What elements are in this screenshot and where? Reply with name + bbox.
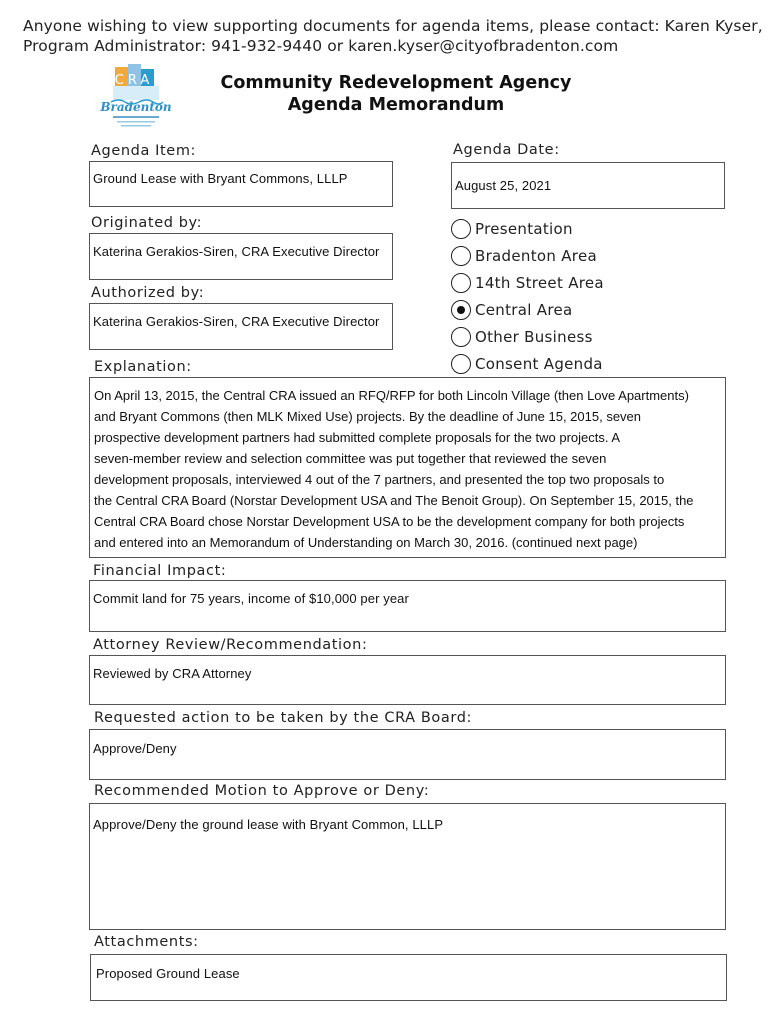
explanation-line: and Bryant Commons (then MLK Mixed Use) projects. By the deadline of June 15, 2015, seven: [94, 409, 642, 424]
explanation-line: Central CRA Board chose Norstar Development USA to be the development company for both projects: [94, 514, 685, 529]
radio-label-central-area: Central Area: [475, 301, 573, 319]
authorized-by-field[interactable]: [89, 303, 393, 350]
authorized-by-label: Authorized by:: [91, 285, 205, 301]
explanation-line: seven-member review and selection committee was put together that reviewed the seven: [94, 451, 607, 466]
recommended-motion-value: Approve/Deny the ground lease with Bryant Common, LLLP: [93, 817, 444, 832]
radio-label-consent-agenda: Consent Agenda: [475, 355, 603, 373]
explanation-line: and entered into an Memorandum of Understanding on March 30, 2016. (continued next page): [94, 535, 638, 550]
radio-other-business[interactable]: [451, 325, 593, 349]
authorized-by-value: Katerina Gerakios-Siren, CRA Executive Director: [93, 314, 380, 329]
radio-button[interactable]: [451, 273, 471, 293]
title-line-1: Community Redevelopment Agency: [220, 73, 572, 93]
attachments-field[interactable]: [90, 954, 727, 1001]
contact-line-2: Program Administrator: 941-932-9440 or karen.kyser@cityofbradenton.com: [23, 37, 619, 55]
financial-impact-value: Commit land for 75 years, income of $10,000 per year: [93, 591, 409, 606]
requested-action-label: Requested action to be taken by the CRA Board:: [94, 710, 472, 726]
logo-wordmark: Bradenton: [100, 100, 172, 114]
agenda-item-value: Ground Lease with Bryant Commons, LLLP: [93, 171, 348, 186]
radio-label-14th-street-area: 14th Street Area: [475, 274, 604, 292]
attorney-review-label: Attorney Review/Recommendation:: [93, 637, 368, 653]
radio-label-other-business: Other Business: [475, 328, 593, 346]
originated-by-value: Katerina Gerakios-Siren, CRA Executive Director: [93, 244, 380, 259]
requested-action-value: Approve/Deny: [93, 741, 177, 756]
contact-notice: [23, 16, 763, 56]
radio-button-checked[interactable]: [451, 300, 471, 320]
attachments-value: Proposed Ground Lease: [96, 966, 240, 981]
agenda-item-label: Agenda Item:: [91, 143, 197, 159]
requested-action-field[interactable]: [89, 729, 726, 780]
radio-central-area[interactable]: [451, 298, 573, 322]
explanation-text: [90, 378, 725, 553]
contact-line-1: Anyone wishing to view supporting documents for agenda items, please contact: Karen Kyser,: [23, 17, 763, 35]
explanation-line: the Central CRA Board (Norstar Development USA and The Benoit Group). On September 15, 2015, the: [94, 493, 694, 508]
agenda-date-label: Agenda Date:: [453, 142, 560, 158]
radio-14th-street-area[interactable]: [451, 271, 604, 295]
financial-impact-field[interactable]: [89, 580, 726, 632]
radio-consent-agenda[interactable]: [451, 352, 603, 376]
attorney-review-value: Reviewed by CRA Attorney: [93, 666, 252, 681]
radio-button[interactable]: [451, 354, 471, 374]
logo-text: CRA: [114, 73, 154, 88]
radio-label-presentation: Presentation: [475, 220, 573, 238]
radio-presentation[interactable]: [451, 217, 573, 241]
radio-button[interactable]: [451, 219, 471, 239]
radio-button[interactable]: [451, 246, 471, 266]
memo-title: [200, 72, 592, 116]
cra-logo: [100, 64, 172, 134]
recommended-motion-field[interactable]: [89, 803, 726, 930]
recommended-motion-label: Recommended Motion to Approve or Deny:: [94, 783, 430, 799]
radio-button[interactable]: [451, 327, 471, 347]
explanation-label: Explanation:: [94, 359, 192, 375]
title-line-2: Agenda Memorandum: [287, 95, 505, 115]
attachments-label: Attachments:: [94, 934, 199, 950]
agenda-item-field[interactable]: [89, 161, 393, 207]
financial-impact-label: Financial Impact:: [93, 563, 227, 579]
agenda-date-field[interactable]: [451, 162, 725, 209]
originated-by-label: Originated by:: [91, 215, 203, 231]
originated-by-field[interactable]: [89, 233, 393, 280]
radio-bradenton-area[interactable]: [451, 244, 597, 268]
explanation-field[interactable]: [89, 377, 726, 558]
attorney-review-field[interactable]: [89, 655, 726, 705]
explanation-line: development proposals, interviewed 4 out of the 7 partners, and presented the top two proposals to: [94, 472, 665, 487]
radio-label-bradenton-area: Bradenton Area: [475, 247, 597, 265]
explanation-line: On April 13, 2015, the Central CRA issued an RFQ/RFP for both Lincoln Village (then Love Apartments): [94, 388, 689, 403]
explanation-line: prospective development partners had submitted complete proposals for the two projects. A: [94, 430, 621, 445]
agenda-date-value: August 25, 2021: [455, 178, 552, 193]
